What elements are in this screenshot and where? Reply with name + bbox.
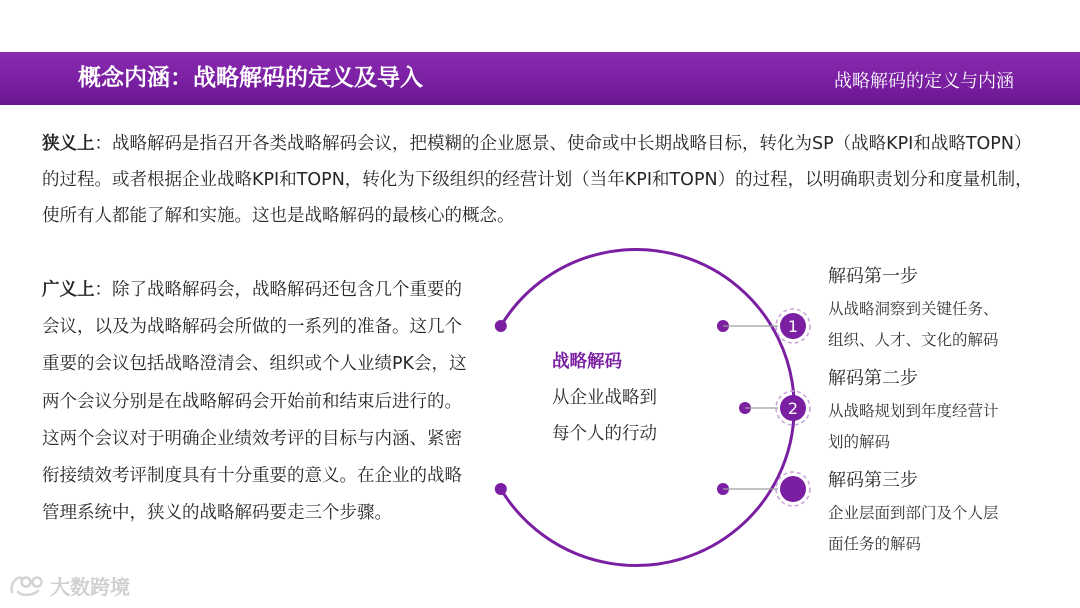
broad-text: 除了战略解码会，战略解码还包含几个重要的会议，以及为战略解码会所做的一系列的准备。这几个重要的会议包括战略澄清会、组织或个人业绩PK会，这两个会议分别是在战略解码会开始前和结束后进行的。这两个会议对于明确企业绩效考评的目标与内涵、紧密衔接绩效考评制度具有十分重要的意义。在企业的战略管理系统中，狭义的战略解码要走三个步骤。	[42, 280, 467, 524]
watermark-logo	[8, 568, 130, 602]
watermark-text: 大数跨境	[50, 574, 130, 599]
step-2-number: 2	[787, 399, 799, 418]
step-2-desc-line-1: 从战略规划到年度经营计	[828, 402, 999, 420]
step-1	[828, 262, 999, 356]
narrow-text: 战略解码是指召开各类战略解码会议，把模糊的企业愿景、使命或中长期战略目标，转化为SP（战略KPI和战略TOPN）的过程。或者根据企业战略KPI和TOPN，转化为下级组织的经营计划（当年KPI和TOPN）的过程，以明确职责划分和度量机制，使所有人都能了解和实施。这也是战略解码的最核心的概念。	[42, 134, 1033, 226]
center-title: 战略解码	[552, 352, 622, 372]
broad-colon: ：	[94, 280, 112, 300]
center-line-1: 从企业战略到	[552, 388, 657, 408]
logo-icon	[8, 572, 46, 598]
step-1-number: 1	[787, 317, 799, 336]
step-1-desc-line-1: 从战略洞察到关键任务、	[828, 300, 999, 318]
arc-dot-left-bottom	[495, 483, 507, 495]
narrow-keyword: 狭义上	[42, 134, 95, 154]
step-3-badge	[780, 476, 806, 502]
step-3-desc	[828, 498, 999, 560]
step-1-desc-line-2: 组织、人才、文化的解码	[828, 331, 999, 349]
step-3	[828, 466, 999, 560]
arc-dot-left-top	[495, 320, 507, 332]
step-2-desc-line-2: 划的解码	[828, 433, 891, 451]
narrow-colon: ：	[94, 134, 112, 154]
step-1-title: 解码第一步	[828, 266, 918, 287]
broad-keyword: 广义上	[42, 280, 95, 300]
step-3-desc-line-1: 企业层面到部门及个人层	[828, 504, 999, 522]
step-2-desc	[828, 396, 999, 458]
step-1-desc	[828, 294, 999, 356]
page-title: 概念内涵：战略解码的定义及导入	[78, 65, 423, 91]
center-line-2: 每个人的行动	[552, 424, 657, 444]
step-2-title: 解码第二步	[828, 368, 918, 389]
page-subtitle: 战略解码的定义与内涵	[834, 71, 1014, 92]
step-3-desc-line-2: 面任务的解码	[828, 535, 922, 553]
diagram-center-text	[552, 344, 657, 452]
step-2	[828, 364, 999, 458]
step-3-title: 解码第三步	[828, 470, 918, 491]
